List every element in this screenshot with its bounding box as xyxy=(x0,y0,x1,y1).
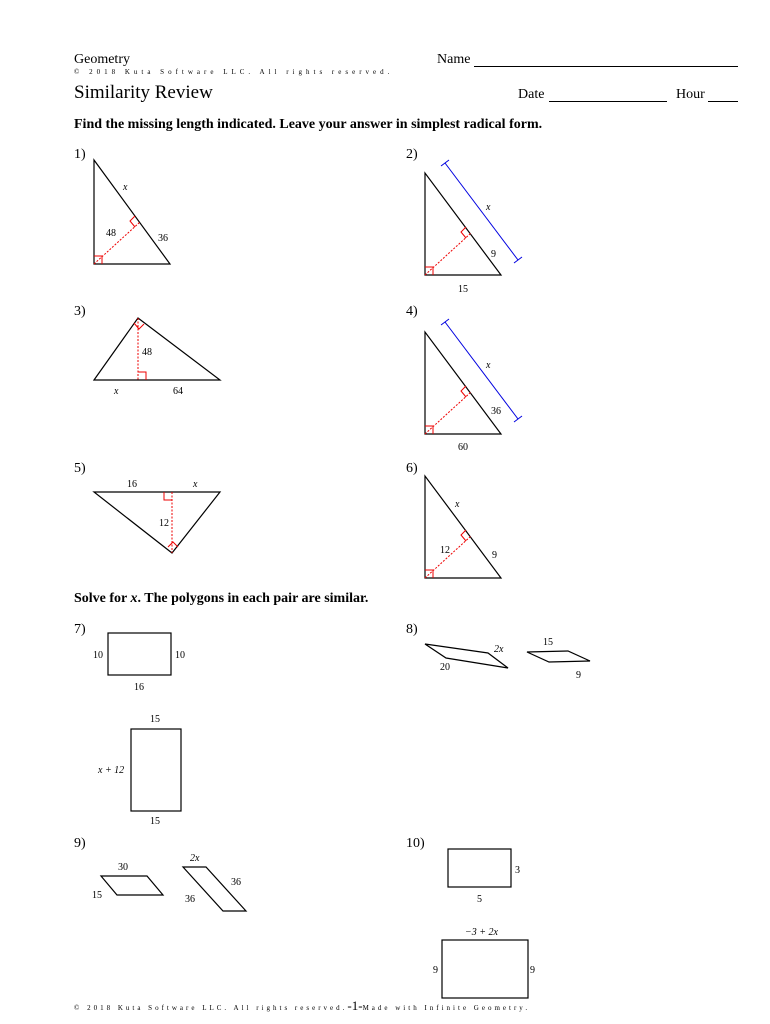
p1-right-angle-mark-2 xyxy=(130,216,135,227)
problem-1-figure xyxy=(94,160,170,264)
p9-label-r2: 36 xyxy=(231,877,241,888)
problem-number-8: 8) xyxy=(406,622,418,637)
date-label: Date xyxy=(518,87,545,102)
problem-number-5: 5) xyxy=(74,461,86,476)
p3-right-angle-mark xyxy=(138,372,146,380)
p4-triangle xyxy=(425,332,501,434)
problem-number-10: 10) xyxy=(406,836,425,851)
p9-label-t2: 2x xyxy=(190,853,200,864)
p10-rectangle-large xyxy=(442,940,528,998)
p10-label-b1: 5 xyxy=(477,894,482,905)
p4-label-x: x xyxy=(486,360,491,371)
problem-5-figure xyxy=(94,479,220,553)
p5-triangle xyxy=(94,492,220,553)
p5-right-angle-mark-2 xyxy=(168,542,178,547)
subject-label: Geometry xyxy=(74,52,130,67)
p6-label-a: 9 xyxy=(492,550,497,561)
section2-variable: x xyxy=(130,591,138,606)
p3-label-h: 48 xyxy=(142,347,152,358)
page-number: -1- xyxy=(347,998,363,1013)
problem-7-figure xyxy=(93,633,185,827)
problem-number-4: 4) xyxy=(406,304,418,319)
p8-label-b2: 9 xyxy=(576,670,581,681)
problem-2-figure xyxy=(425,160,522,295)
worksheet-title: Similarity Review xyxy=(74,82,213,103)
p4-measure-line xyxy=(445,322,518,419)
p2-altitude xyxy=(425,233,471,275)
p10-label-t2: −3 + 2x xyxy=(465,927,498,938)
problem-number-2: 2) xyxy=(406,147,418,162)
problem-number-3: 3) xyxy=(74,304,86,319)
p10-rectangle-small xyxy=(448,849,511,887)
p6-right-angle-mark-2 xyxy=(461,530,466,541)
section2-suffix: . The polygons in each pair are similar. xyxy=(137,591,369,606)
p9-label-t1: 30 xyxy=(118,862,128,873)
p7-label-b2: 15 xyxy=(150,816,160,827)
p3-triangle xyxy=(94,318,220,380)
problem-10-figure xyxy=(433,849,535,998)
p10-label-l2: 9 xyxy=(433,965,438,976)
copyright-text: © 2018 Kuta Software LLC. All rights reserved. xyxy=(74,68,394,76)
section1-instructions: Find the missing length indicated. Leave your answer in simplest radical form. xyxy=(74,117,543,132)
p10-label-r1: 3 xyxy=(515,865,520,876)
p2-label-b: 15 xyxy=(458,284,468,295)
p4-label-b: 60 xyxy=(458,442,468,453)
footer-copyright: © 2018 Kuta Software LLC. All rights reserved. xyxy=(74,1004,348,1012)
p9-label-l1: 15 xyxy=(92,890,102,901)
p1-triangle xyxy=(94,160,170,264)
problem-9-figure xyxy=(92,853,246,911)
p7-label-b1: 16 xyxy=(134,682,144,693)
p1-label-a: 48 xyxy=(106,228,116,239)
p3-right-angle-mark-2 xyxy=(134,323,144,329)
problem-8-figure xyxy=(425,637,590,681)
p6-altitude xyxy=(425,536,471,578)
p8-label-a2: 15 xyxy=(543,637,553,648)
problem-number-1: 1) xyxy=(74,147,86,162)
problem-3-figure xyxy=(94,318,220,397)
name-label: Name xyxy=(437,52,471,67)
p1-label-x: x xyxy=(123,182,128,193)
p7-rectangle-small xyxy=(108,633,171,675)
p7-label-t2: 15 xyxy=(150,714,160,725)
p3-label-x: x xyxy=(114,386,119,397)
p10-label-r2: 9 xyxy=(530,965,535,976)
p8-parallelogram-2 xyxy=(527,651,590,662)
footer-made-with: Made with Infinite Geometry. xyxy=(362,1004,531,1012)
section2-prefix: Solve for xyxy=(74,591,131,606)
problem-4-figure xyxy=(425,319,522,453)
p2-label-a: 9 xyxy=(491,249,496,260)
p7-label-r1: 10 xyxy=(175,650,185,661)
p6-triangle xyxy=(425,476,501,578)
p1-altitude xyxy=(94,222,140,264)
p6-label-x: x xyxy=(455,499,460,510)
p8-label-a1: 2x xyxy=(494,644,504,655)
p2-triangle xyxy=(425,173,501,275)
p5-right-angle-mark xyxy=(164,492,172,500)
p2-right-angle-mark-2 xyxy=(461,227,466,238)
problem-number-9: 9) xyxy=(74,836,86,851)
p5-label-h: 12 xyxy=(159,518,169,529)
p9-parallelogram-1 xyxy=(101,876,163,895)
p8-label-b1: 20 xyxy=(440,662,450,673)
problem-number-6: 6) xyxy=(406,461,418,476)
footer xyxy=(74,998,530,1014)
p7-rectangle-large xyxy=(131,729,181,811)
problem-number-7: 7) xyxy=(74,622,86,637)
p7-label-l1: 10 xyxy=(93,650,103,661)
p9-label-b2: 36 xyxy=(185,894,195,905)
p4-right-angle-mark-2 xyxy=(461,386,466,397)
p4-altitude xyxy=(425,392,471,434)
p7-label-l2: x + 12 xyxy=(98,765,125,776)
p5-label-x: x xyxy=(193,479,198,490)
p2-measure-line xyxy=(445,163,518,260)
p2-label-x: x xyxy=(486,202,491,213)
p4-label-a: 36 xyxy=(491,406,501,417)
hour-label: Hour xyxy=(676,87,705,102)
p5-label-a: 16 xyxy=(127,479,137,490)
p3-label-b: 64 xyxy=(173,386,183,397)
p6-label-h: 12 xyxy=(440,545,450,556)
p1-label-b: 36 xyxy=(158,233,168,244)
problem-6-figure xyxy=(425,476,501,578)
